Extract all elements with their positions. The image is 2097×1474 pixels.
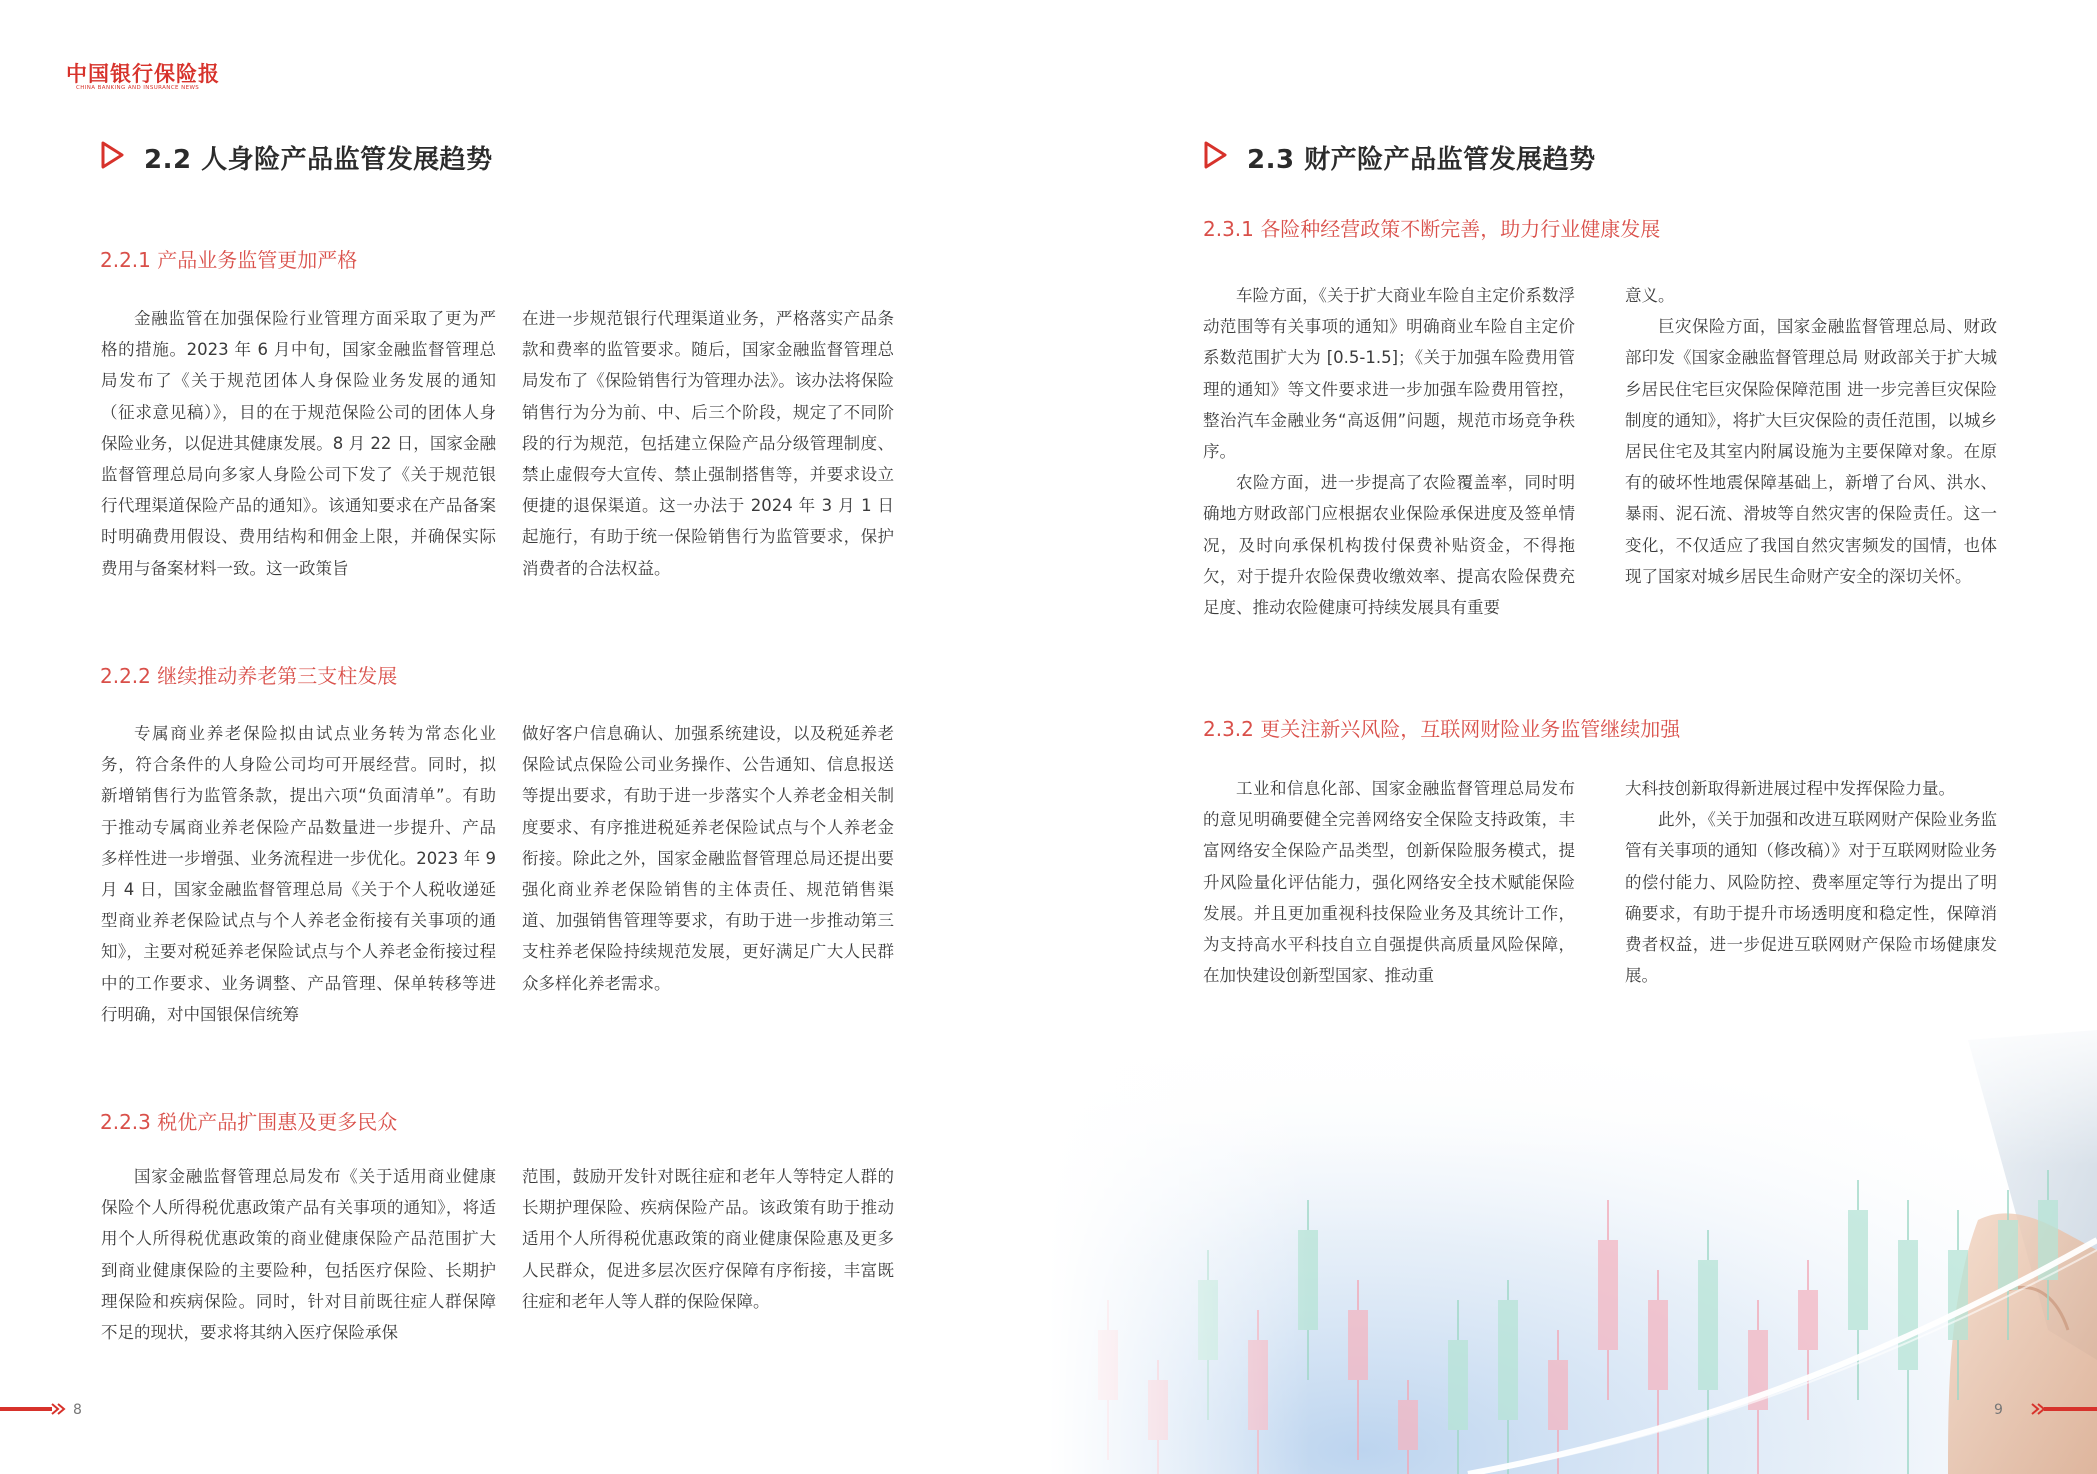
text-column	[101, 1161, 496, 1348]
section-title-2-3: 2.3 财产险产品监管发展趋势	[1247, 145, 1596, 175]
text-column	[1625, 280, 1997, 592]
paragraph: 金融监管在加强保险行业管理方面采取了更为严格的措施。2023 年 6 月中旬，国家金融监督管理总局发布了《关于规范团体人身保险业务发展的通知（征求意见稿）》，目的在于规范保险公司的团体人身保险业务，以促进其健康发展。8 月 22 日，国家金融监督管理总局向多家人身险公司下发了《关于规范银行代理渠道保险产品的通知》。该通知要求在产品备案时明确费用假设、费用结构和佣金上限，并确保实际费用与备案材料一致。这一政策旨	[101, 309, 496, 578]
paragraph: 做好客户信息确认、加强系统建设，以及税延养老保险试点保险公司业务操作、公告通知、信息报送等提出要求，有助于进一步落实个人养老金相关制度要求、有序推进税延养老保险试点与个人养老金衔接。除此之外，国家金融监督管理总局还提出要强化商业养老保险销售的主体责任、规范销售渠道、加强销售管理等要求，有助于进一步推动第三支柱养老保险持续规范发展，更好满足广大人民群众多样化养老需求。	[522, 724, 894, 993]
page-number-left: 8	[73, 1402, 82, 1418]
paragraph: 大科技创新取得新进展过程中发挥保险力量。	[1625, 779, 1955, 798]
subsection-title-2-2-3: 2.2.3 税优产品扩围惠及更多民众	[100, 1110, 398, 1134]
subsection-title-2-3-1: 2.3.1 各险种经营政策不断完善，助力行业健康发展	[1203, 217, 1661, 241]
text-column	[1203, 280, 1575, 623]
page-marker-arrow-icon	[2030, 1403, 2097, 1415]
publication-logo: 中国银行保险报	[66, 62, 220, 86]
publication-logo-english: CHINA BANKING AND INSURANCE NEWS	[76, 85, 200, 91]
section-arrow-icon	[1203, 140, 1229, 170]
section-arrow-icon	[100, 140, 126, 170]
text-column	[101, 303, 496, 584]
paragraph: 专属商业养老保险拟由试点业务转为常态化业务，符合条件的人身险公司均可开展经营。同时，拟新增销售行为监管条款，提出六项“负面清单”。有助于推动专属商业养老保险产品数量进一步提升、产品多样性进一步增强、业务流程进一步优化。2023 年 9 月 4 日，国家金融监督管理总局《关于个人税收递延型商业养老保险试点与个人养老金衔接有关事项的通知》，主要对税延养老保险试点与个人养老金衔接过程中的工作要求、业务调整、产品管理、保单转移等进行明确，对中国银保信统筹	[101, 724, 496, 1024]
paragraph: 国家金融监督管理总局发布《关于适用商业健康保险个人所得税优惠政策产品有关事项的通知》，将适用个人所得税优惠政策的商业健康保险产品范围扩大到商业健康保险的主要险种，包括医疗保险、长期护理保险和疾病保险。同时，针对目前既往症人群保障不足的现状，要求将其纳入医疗保险承保	[101, 1167, 496, 1343]
subsection-title-2-3-2: 2.3.2 更关注新兴风险，互联网财险业务监管继续加强	[1203, 717, 1681, 741]
subsection-title-2-2-2: 2.2.2 继续推动养老第三支柱发展	[100, 664, 398, 688]
paragraph: 农险方面，进一步提高了农险覆盖率，同时明确地方财政部门应根据农业保险承保进度及签单情况，及时向承保机构拨付保费补贴资金，不得拖欠，对于提升农险保费收缴效率、提高农险保费充足度、推动农险健康可持续发展具有重要	[1203, 473, 1575, 618]
text-column	[522, 1161, 894, 1317]
paragraph: 意义。	[1625, 286, 1675, 305]
candlestick-illustration	[1048, 1000, 2097, 1474]
page-marker-arrow-icon	[0, 1403, 66, 1415]
decorative-finance-image	[1048, 1000, 2097, 1474]
text-column	[522, 303, 894, 584]
subsection-title-2-2-1: 2.2.1 产品业务监管更加严格	[100, 248, 358, 272]
text-column	[1203, 773, 1575, 991]
paragraph: 巨灾保险方面，国家金融监督管理总局、财政部印发《国家金融监督管理总局 财政部关于扩大城乡居民住宅巨灾保险保障范围 进一步完善巨灾保险制度的通知》，将扩大巨灾保险的责任范围，以城乡居民住宅及其室内附属设施为主要保障对象。在原有的破坏性地震保障基础上，新增了台风、洪水、暴雨、泥石流、滑坡等自然灾害的保险责任。这一变化，不仅适应了我国自然灾害频发的国情，也体现了国家对城乡居民生命财产安全的深切关怀。	[1625, 317, 1997, 586]
paragraph: 工业和信息化部、国家金融监督管理总局发布的意见明确要健全完善网络安全保险支持政策，丰富网络安全保险产品类型，创新保险服务模式，提升风险量化评估能力，强化网络安全技术赋能保险发展。并且更加重视科技保险业务及其统计工作，为支持高水平科技自立自强提供高质量风险保障，在加快建设创新型国家、推动重	[1203, 779, 1575, 986]
paragraph: 范围，鼓励开发针对既往症和老年人等特定人群的长期护理保险、疾病保险产品。该政策有助于推动适用个人所得税优惠政策的商业健康保险惠及更多人民群众，促进多层次医疗保障有序衔接，丰富既往症和老年人等人群的保险保障。	[522, 1167, 894, 1311]
text-column	[101, 718, 496, 1030]
text-column	[1625, 773, 1997, 991]
paragraph: 在进一步规范银行代理渠道业务，严格落实产品条款和费率的监管要求。随后，国家金融监督管理总局发布了《保险销售行为管理办法》。该办法将保险销售行为分为前、中、后三个阶段，规定了不同阶段的行为规范，包括建立保险产品分级管理制度、禁止虚假夸大宣传、禁止强制搭售等，并要求设立便捷的退保渠道。这一办法于 2024 年 3 月 1 日起施行，有助于统一保险销售行为监管要求，保护消费者的合法权益。	[522, 309, 894, 578]
paragraph: 车险方面，《关于扩大商业车险自主定价系数浮动范围等有关事项的通知》明确商业车险自主定价系数范围扩大为 [0.5-1.5]；《关于加强车险费用管理的通知》等文件要求进一步加强车险费用管控，整治汽车金融业务“高返佣”问题，规范市场竞争秩序。	[1203, 286, 1575, 462]
text-column	[522, 718, 894, 999]
section-title-2-2: 2.2 人身险产品监管发展趋势	[144, 145, 493, 175]
page-number-right: 9	[1994, 1402, 2003, 1418]
paragraph: 此外，《关于加强和改进互联网财产保险业务监管有关事项的通知（修改稿）》对于互联网财险业务的偿付能力、风险防控、费率厘定等行为提出了明确要求，有助于提升市场透明度和稳定性，保障消费者权益，进一步促进互联网财产保险市场健康发展。	[1625, 810, 1997, 986]
